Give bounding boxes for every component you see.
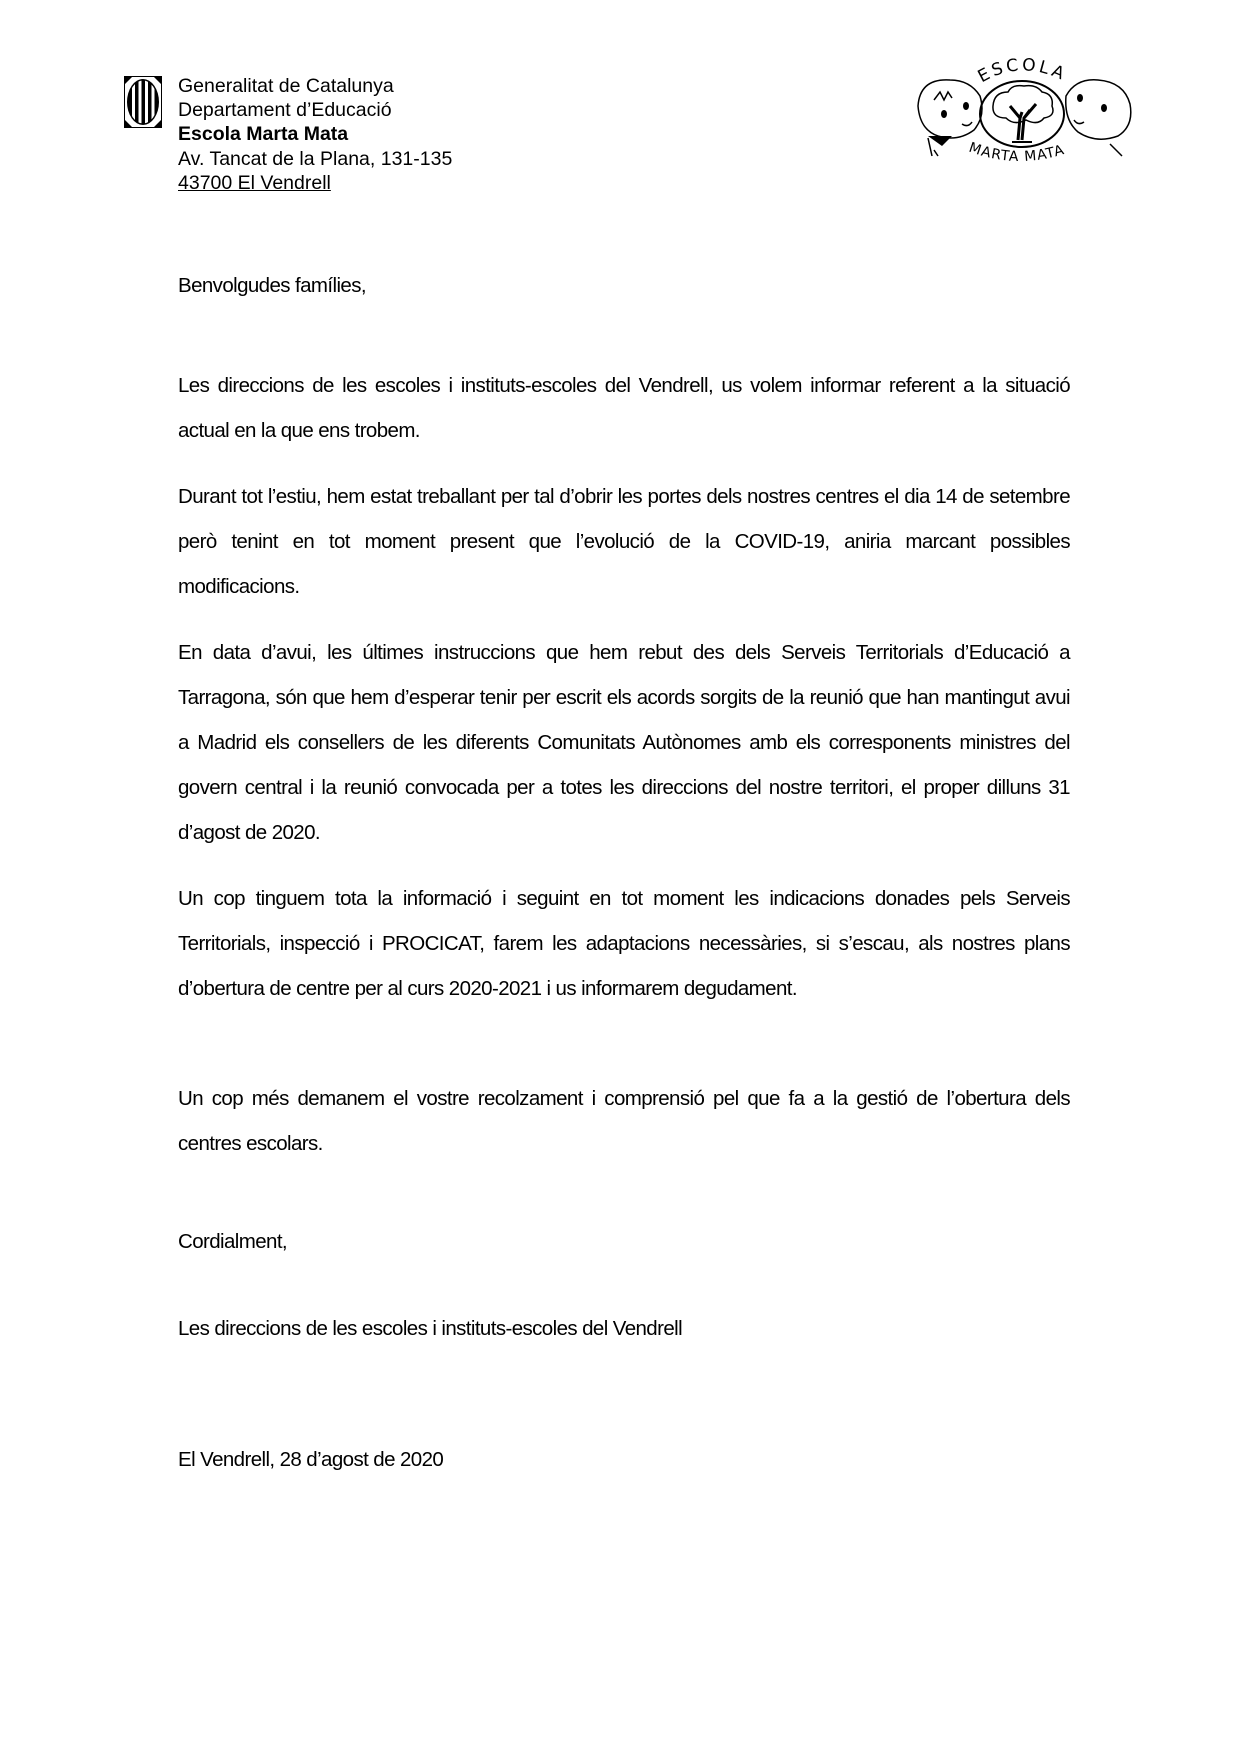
- school-name: Escola Marta Mata: [178, 123, 349, 146]
- paragraph-3: En data d’avui, les últimes instruccions que hem rebut des dels Serveis Territorials d’Educació a Tarragona, són que hem d’esperar tenir per escrit els acords sorgits de la reunió que han mantingut avui a Madrid els consellers de les diferents Comunitats Autònomes amb els corresponents ministres del govern central i la reunió convocada per a totes les direccions del nostre territori, el proper dilluns 31 d’agost de 2020.: [178, 641, 1070, 844]
- paragraph-2: Durant tot l’estiu, hem estat treballant per tal d’obrir les portes dels nostres centres el dia 14 de setembre però tenint en tot moment present que l’evolució de la COVID-19, aniria marcant possibles modificacions.: [178, 485, 1070, 598]
- paragraph-4: Un cop tinguem tota la informació i seguint en tot moment les indicacions donades pels Serveis Territorials, inspecció i PROCICAT, farem les adaptacions necessàries, si s’escau, als nostres plans d’obertura de centre per al curs 2020-2021 i us informarem degudament.: [178, 887, 1070, 1000]
- school-address: Av. Tancat de la Plana, 131-135: [178, 147, 453, 170]
- place-and-date: El Vendrell, 28 d’agost de 2020: [178, 1448, 444, 1471]
- paragraph-5: Un cop més demanem el vostre recolzament i comprensió pel que fa a la gestió de l’obertura dels centres escolars.: [178, 1087, 1070, 1155]
- department-name: Departament d’Educació: [178, 99, 392, 122]
- letterhead-text: [178, 74, 452, 195]
- school-logo-icon: [898, 56, 1142, 182]
- svg-text:ESCOLA: [975, 56, 1070, 87]
- logo-top-text: ESCOLA: [974, 56, 1070, 88]
- paragraph-1: Les direccions de les escoles i instituts-escoles del Vendrell, us volem informar referent a la situació actual en la que ens trobem.: [178, 374, 1070, 442]
- svg-text:MARTA MATA: [967, 140, 1067, 165]
- generalitat-emblem-icon: [124, 76, 162, 128]
- signature: Les direccions de les escoles i instituts-escoles del Vendrell: [178, 1317, 683, 1340]
- government-name: Generalitat de Catalunya: [178, 75, 394, 97]
- closing: Cordialment,: [178, 1230, 288, 1253]
- salutation: Benvolgudes famílies,: [178, 274, 366, 297]
- school-postal-city: 43700 El Vendrell: [178, 171, 331, 194]
- logo-bottom-text: MARTA MATA: [966, 139, 1067, 166]
